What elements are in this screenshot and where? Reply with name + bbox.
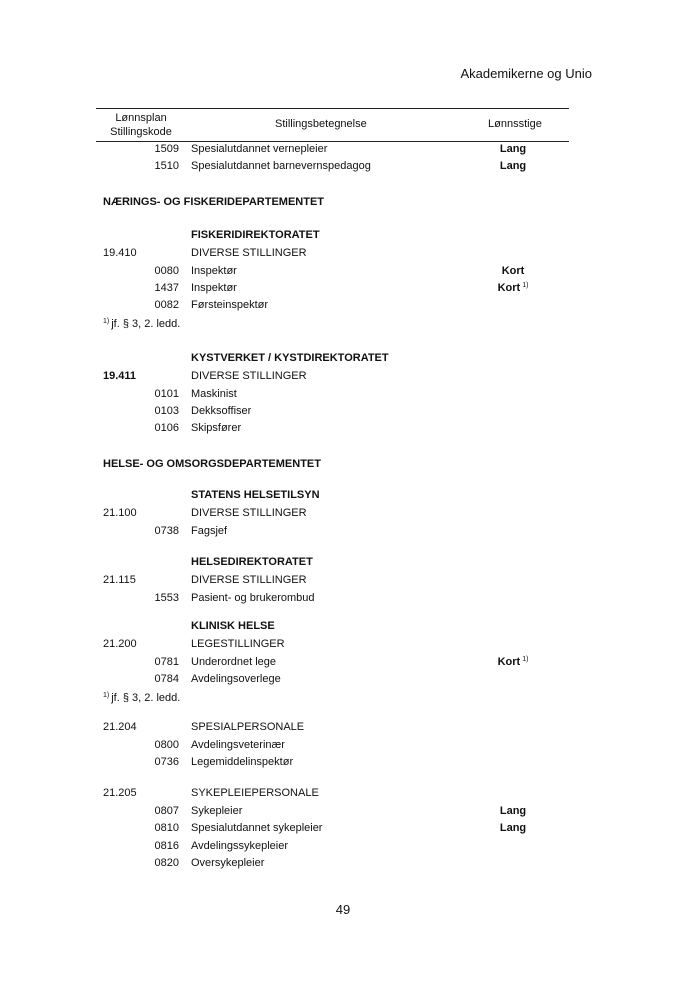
table-row — [0, 299, 700, 316]
position-group: SPESIALPERSONALE — [191, 721, 305, 733]
table-row — [0, 840, 700, 857]
table-row — [0, 739, 700, 756]
position-title: Avdelingssykepleier — [191, 840, 289, 852]
salary-plan-row — [0, 721, 700, 738]
footnote-marker: 1) — [103, 318, 110, 325]
salary-ladder-value: Kort — [497, 282, 521, 294]
position-code: 0810 — [154, 822, 179, 834]
table-row — [0, 857, 700, 874]
salary-plan-row — [0, 787, 700, 804]
position-code: 0820 — [154, 857, 179, 869]
position-code: 0101 — [154, 388, 179, 400]
position-title: Legemiddelinspektør — [191, 756, 294, 768]
footnote — [103, 692, 180, 704]
position-code: 0807 — [154, 805, 179, 817]
column-header-plan-line1: Lønnsplan — [115, 112, 167, 124]
table-row — [0, 525, 700, 542]
salary-plan-row — [0, 507, 700, 524]
position-code: 0736 — [154, 756, 179, 768]
agency-heading: STATENS HELSETILSYN — [191, 489, 320, 501]
page-number: 49 — [335, 902, 351, 917]
position-group: SYKEPLEIEPERSONALE — [191, 787, 319, 799]
table-row — [0, 422, 700, 439]
position-code: 1553 — [154, 592, 179, 604]
table-row — [0, 656, 700, 673]
table-row — [0, 265, 700, 282]
salary-ladder: Lang — [499, 160, 527, 172]
salary-ladder: Lang — [499, 822, 527, 834]
position-title: Underordnet lege — [191, 656, 277, 668]
table-row — [0, 405, 700, 422]
agency-heading-row — [0, 556, 700, 573]
table-row — [0, 388, 700, 405]
footnote — [103, 318, 180, 330]
position-code: 1509 — [154, 143, 179, 155]
position-group: DIVERSE STILLINGER — [191, 507, 307, 519]
position-title: Avdelingsveterinær — [191, 739, 285, 751]
salary-plan-row — [0, 638, 700, 655]
salary-plan-number: 19.411 — [103, 370, 137, 382]
table-row — [0, 673, 700, 690]
position-title: Oversykepleier — [191, 857, 265, 869]
salary-plan-row — [0, 247, 700, 264]
salary-plan-number: 21.204 — [103, 721, 137, 733]
position-title: Sykepleier — [191, 805, 243, 817]
footnote-marker: 1) — [103, 692, 110, 699]
header-organization: Akademikerne og Unio — [460, 66, 592, 81]
position-title: Dekksoffiser — [191, 405, 252, 417]
agency-heading: KLINISK HELSE — [191, 620, 275, 632]
department-heading: HELSE- OG OMSORGSDEPARTEMENTET — [103, 458, 321, 470]
position-code: 0781 — [154, 656, 179, 668]
column-header-plan — [108, 111, 174, 139]
salary-plan-number: 21.200 — [103, 638, 137, 650]
agency-heading: FISKERIDIREKTORATET — [191, 229, 320, 241]
department-heading: NÆRINGS- OG FISKERIDEPARTEMENTET — [103, 196, 325, 208]
position-group: DIVERSE STILLINGER — [191, 370, 307, 382]
position-title: Skipsfører — [191, 422, 242, 434]
position-code: 1437 — [154, 282, 179, 294]
salary-plan-number: 21.100 — [103, 507, 137, 519]
position-code: 0106 — [154, 422, 179, 434]
position-title: Inspektør — [191, 282, 237, 294]
position-code: 0082 — [154, 299, 179, 311]
position-group: LEGESTILLINGER — [191, 638, 285, 650]
table-top-rule — [96, 108, 569, 109]
table-header-bottom-rule — [96, 141, 569, 142]
salary-ladder: Lang — [499, 805, 527, 817]
salary-ladder: Kort — [501, 265, 525, 277]
table-row — [0, 282, 700, 299]
agency-heading: HELSEDIREKTORATET — [191, 556, 313, 568]
table-row — [0, 143, 700, 160]
position-code: 0800 — [154, 739, 179, 751]
position-code: 0816 — [154, 840, 179, 852]
salary-ladder-value: Kort — [497, 656, 521, 668]
salary-ladder — [468, 656, 558, 668]
salary-plan-number: 21.115 — [103, 574, 136, 586]
column-header-ladder: Lønnsstige — [488, 118, 542, 130]
table-row — [0, 805, 700, 822]
table-row — [0, 160, 700, 177]
position-title: Maskinist — [191, 388, 237, 400]
column-header-plan-line2: Stillingskode — [110, 126, 172, 138]
table-row — [0, 756, 700, 773]
column-header-title: Stillingsbetegnelse — [275, 118, 367, 130]
position-title: Spesialutdannet vernepleier — [191, 143, 328, 155]
position-code: 0738 — [154, 525, 179, 537]
salary-plan-row — [0, 574, 700, 591]
position-code: 0080 — [154, 265, 179, 277]
salary-ladder — [468, 282, 558, 294]
position-title: Fagsjef — [191, 525, 228, 537]
position-title: Inspektør — [191, 265, 237, 277]
agency-heading-row — [0, 352, 700, 369]
position-title: Pasient- og brukerombud — [191, 592, 315, 604]
agency-heading-row — [0, 489, 700, 506]
position-title: Spesialutdannet sykepleier — [191, 822, 323, 834]
position-title: Spesialutdannet barnevernspedagog — [191, 160, 371, 172]
footnote-text: jf. § 3, 2. ledd. — [111, 692, 181, 704]
salary-plan-number: 19.410 — [103, 247, 137, 259]
salary-ladder: Lang — [499, 143, 527, 155]
position-group: DIVERSE STILLINGER — [191, 247, 307, 259]
table-row — [0, 592, 700, 609]
position-code: 1510 — [154, 160, 179, 172]
position-group: DIVERSE STILLINGER — [191, 574, 307, 586]
footnote-marker: 1) — [522, 282, 529, 289]
footnote-text: jf. § 3, 2. ledd. — [111, 318, 181, 330]
agency-heading: KYSTVERKET / KYSTDIREKTORATET — [191, 352, 389, 364]
position-title: Avdelingsoverlege — [191, 673, 281, 685]
position-code: 0103 — [154, 405, 179, 417]
salary-plan-number: 21.205 — [103, 787, 137, 799]
agency-heading-row — [0, 229, 700, 246]
agency-heading-row — [0, 620, 700, 637]
position-code: 0784 — [154, 673, 179, 685]
position-title: Førsteinspektør — [191, 299, 269, 311]
footnote-marker: 1) — [522, 656, 529, 663]
salary-plan-row — [0, 370, 700, 387]
table-row — [0, 822, 700, 839]
